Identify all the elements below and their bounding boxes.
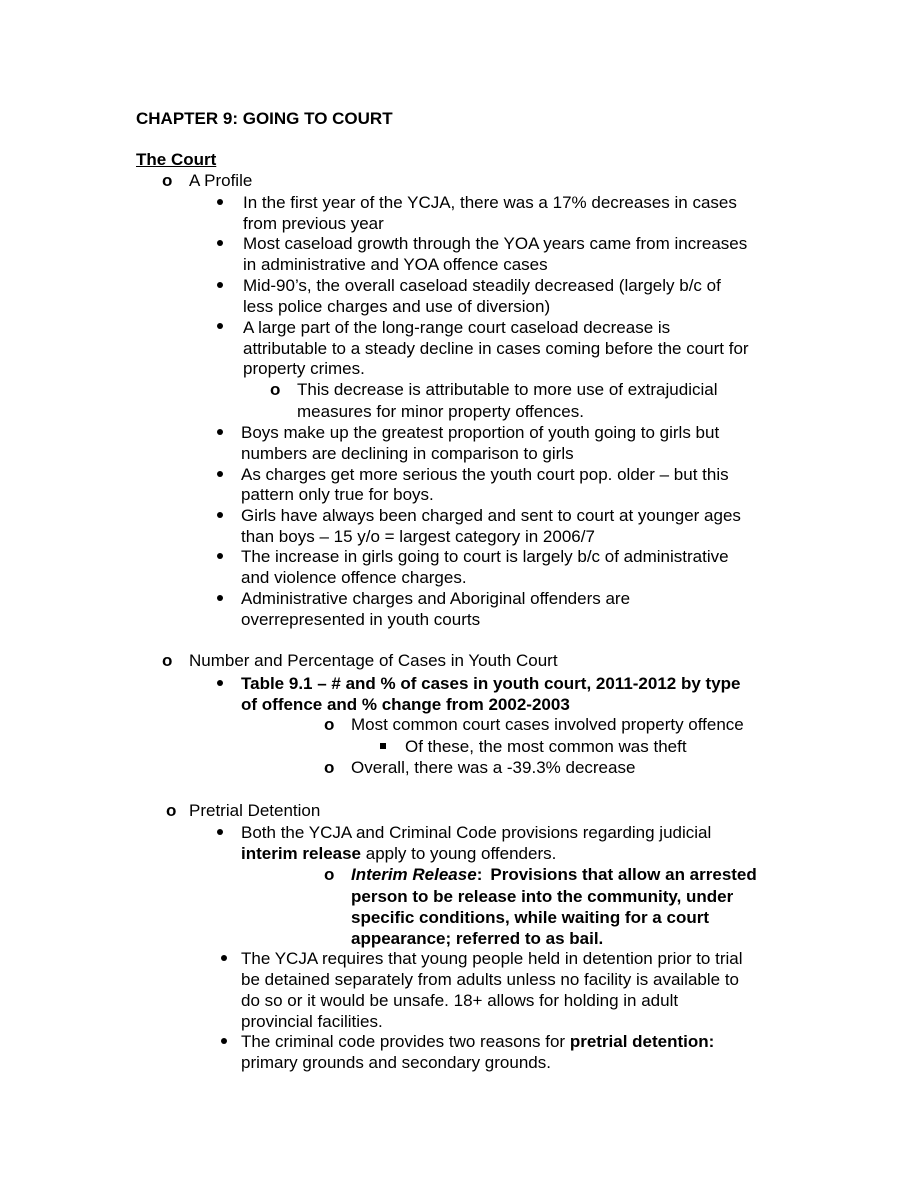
sub-list-item: Most common court cases involved property offence xyxy=(351,715,744,734)
list-item-cont xyxy=(241,843,556,864)
profile-heading: A Profile xyxy=(189,171,253,190)
list-item-cont: from previous year xyxy=(243,214,384,233)
bullet-icon xyxy=(217,471,223,477)
list-item: Administrative charges and Aboriginal offenders are xyxy=(241,589,631,608)
list-item-cont: pattern only true for boys. xyxy=(241,485,434,504)
list-item: As charges get more serious the youth court pop. older – but this xyxy=(241,465,729,484)
definition-text: Provisions that allow an arrested xyxy=(490,865,757,884)
list-item: The YCJA requires that young people held in detention prior to trial xyxy=(241,949,743,968)
list-item: Girls have always been charged and sent to court at younger ages xyxy=(241,506,741,525)
bold-term: pretrial detention: xyxy=(569,1032,715,1051)
outline-bullet-icon: o xyxy=(270,380,281,399)
list-item: The increase in girls going to court is largely b/c of administrative xyxy=(241,547,729,566)
outline-bullet-icon: o xyxy=(166,801,177,820)
outline-bullet-icon: o xyxy=(162,651,173,670)
square-bullet-icon xyxy=(380,743,386,749)
list-item-cont: less police charges and use of diversion) xyxy=(243,297,551,316)
list-item-cont: overrepresented in youth courts xyxy=(241,610,481,629)
list-item-cont: primary grounds and secondary grounds. xyxy=(241,1053,551,1072)
cases-heading: Number and Percentage of Cases in Youth Court xyxy=(189,651,558,670)
list-item-text: The criminal code provides two reasons for xyxy=(241,1032,570,1051)
table-reference-cont: of offence and % change from 2002-2003 xyxy=(241,695,570,714)
list-item-cont: property crimes. xyxy=(243,359,365,378)
list-item-cont: than boys – 15 y/o = largest category in 2006/7 xyxy=(241,527,595,546)
list-item-cont: in administrative and YOA offence cases xyxy=(243,255,548,274)
definition-cont: person to be release into the community, under xyxy=(351,887,734,906)
bold-term: interim release xyxy=(241,844,362,863)
sub-list-item-cont: measures for minor property offences. xyxy=(297,402,584,421)
outline-bullet-icon: o xyxy=(162,171,173,190)
list-item-cont: numbers are declining in comparison to girls xyxy=(241,444,574,463)
definition-line xyxy=(351,864,757,885)
list-item: Most caseload growth through the YOA years came from increases xyxy=(243,234,748,253)
bullet-icon xyxy=(217,240,223,246)
list-item-cont: be detained separately from adults unless no facility is available to xyxy=(241,970,740,989)
list-item: A large part of the long-range court caseload decrease is xyxy=(243,318,671,337)
bullet-icon xyxy=(221,955,227,961)
list-item-cont: and violence offence charges. xyxy=(241,568,467,587)
list-item: In the first year of the YCJA, there was a 17% decreases in cases xyxy=(243,193,737,212)
definition-cont: specific conditions, while waiting for a court xyxy=(351,908,709,927)
bullet-icon xyxy=(217,829,223,835)
list-item-cont: provincial facilities. xyxy=(241,1012,383,1031)
table-reference: Table 9.1 – # and % of cases in youth court, 2011-2012 by type xyxy=(241,674,741,693)
list-item: Boys make up the greatest proportion of youth going to girls but xyxy=(241,423,720,442)
pretrial-heading: Pretrial Detention xyxy=(189,801,321,820)
sub-list-item: This decrease is attributable to more use of extrajudicial xyxy=(297,380,718,399)
sub-sub-list-item: Of these, the most common was theft xyxy=(405,737,687,756)
bullet-icon xyxy=(217,199,223,205)
bullet-icon xyxy=(217,553,223,559)
list-item: Mid-90’s, the overall caseload steadily decreased (largely b/c of xyxy=(243,276,721,295)
outline-bullet-icon: o xyxy=(324,715,335,734)
list-item: Both the YCJA and Criminal Code provisions regarding judicial xyxy=(241,823,712,842)
definition-colon: : xyxy=(476,865,483,884)
bullet-icon xyxy=(217,512,223,518)
bullet-icon xyxy=(217,595,223,601)
definition-term: Interim Release xyxy=(351,865,477,884)
bullet-icon xyxy=(217,282,223,288)
list-item-text: apply to young offenders. xyxy=(361,844,557,863)
chapter-title: CHAPTER 9: GOING TO COURT xyxy=(136,109,393,128)
bullet-icon xyxy=(217,680,223,686)
bullet-icon xyxy=(221,1038,227,1044)
bullet-icon xyxy=(217,323,223,329)
list-item xyxy=(241,1031,714,1052)
list-item-cont: attributable to a steady decline in cases coming before the court for xyxy=(243,339,749,358)
outline-bullet-icon: o xyxy=(324,758,335,777)
sub-list-item: Overall, there was a -39.3% decrease xyxy=(351,758,636,777)
outline-bullet-icon: o xyxy=(324,865,335,884)
definition-cont: appearance; referred to as bail. xyxy=(351,929,604,948)
section-title: The Court xyxy=(136,150,217,169)
list-item-cont: do so or it would be unsafe. 18+ allows for holding in adult xyxy=(241,991,679,1010)
bullet-icon xyxy=(217,429,223,435)
